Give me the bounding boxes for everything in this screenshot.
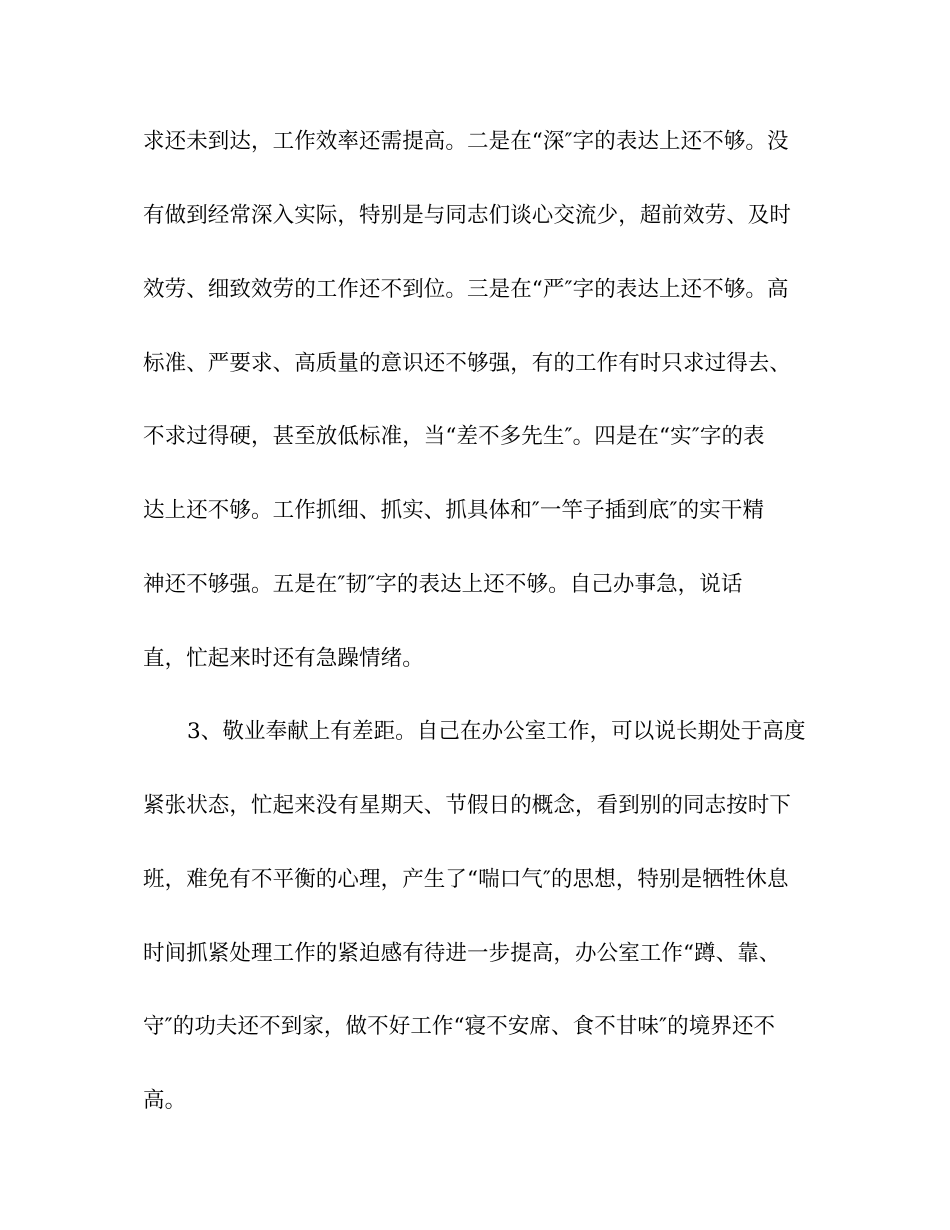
text-line: 不求过得硬，甚至放低标准，当“差不多先生″。四是在“实″字的表 [143,424,765,449]
text-line: 时间抓紧处理工作的紧迫感有待进一步提高，办公室工作“蹲、靠、 [143,941,781,966]
text-line: 班，难免有不平衡的心理，产生了“喘口气″的思想，特别是牺牲休息 [143,867,789,892]
text-line: 效劳、细致效劳的工作还不到位。三是在“严″字的表达上还不够。高 [143,277,789,302]
text-line: 神还不够强。五是在″韧″字的表达上还不够。自己办事急，说话 [143,572,743,597]
paragraph-start-line: 3、敬业奉献上有差距。自己在办公室工作，可以说长期处于高度 [187,719,806,744]
text-line: 紧张状态，忙起来没有星期天、节假日的概念，看到别的同志按时下 [143,793,792,818]
text-line: 达上还不够。工作抓细、抓实、抓具体和″一竿子插到底″的实干精 [143,498,765,523]
text-line: 直，忙起来时还有急躁情绪。 [143,646,424,671]
text-line: 有做到经常深入实际，特别是与同志们谈心交流少，超前效劳、及时 [143,203,792,228]
text-line: 标准、严要求、高质量的意识还不够强，有的工作有时只求过得去、 [143,351,792,376]
text-line: 求还未到达，工作效率还需提高。二是在“深″字的表达上还不够。没 [143,129,789,154]
text-line: 守″的功夫还不到家，做不好工作“寝不安席、食不甘味″的境界还不 [143,1014,776,1039]
text-line: 高。 [143,1088,187,1113]
